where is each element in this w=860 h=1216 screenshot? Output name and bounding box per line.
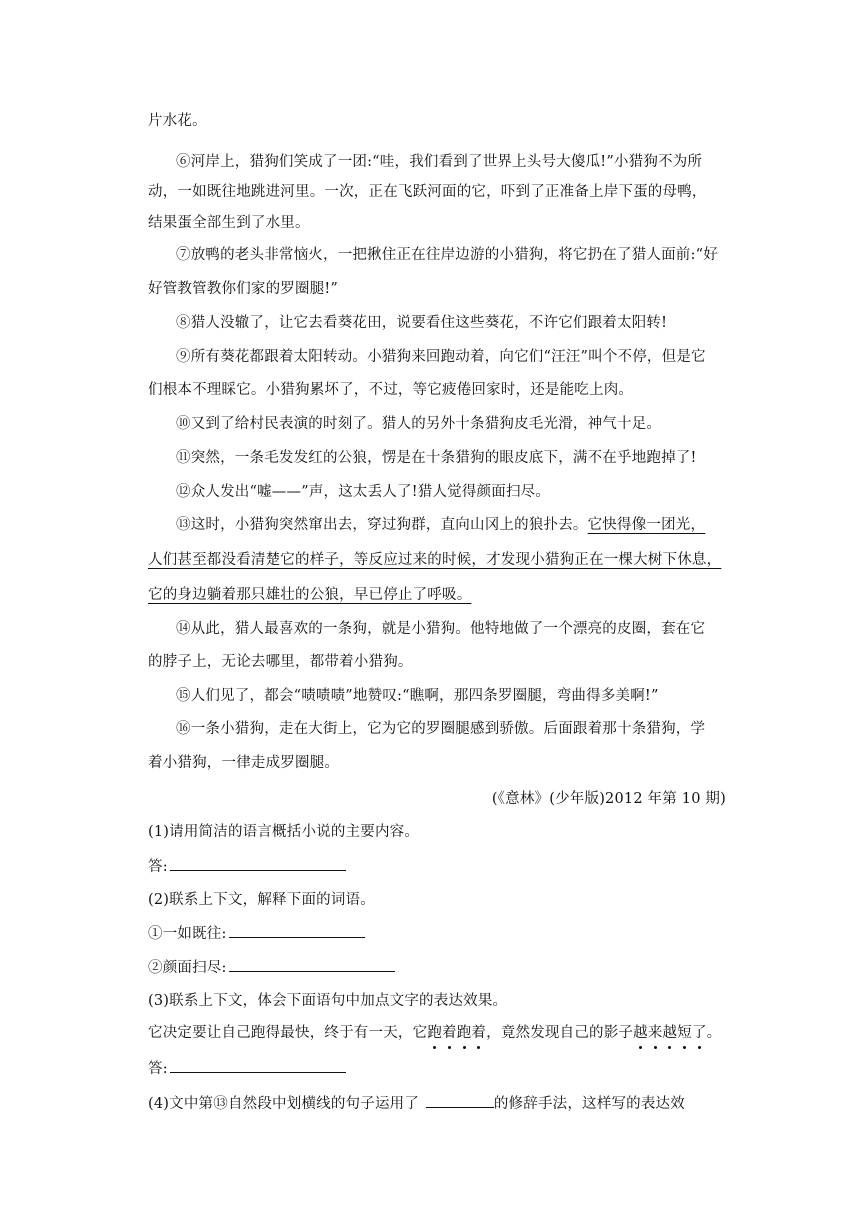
dotted-char: 跑 [456, 1025, 472, 1041]
paragraph-7-line-2: 好管教管教你们家的罗圈腿!” [148, 281, 339, 297]
paragraph-12: ⑫众人发出“嘘——”声，这太丢人了!猎人觉得颜面扫尽。 [176, 484, 551, 500]
paragraph-14-line-2: 的脖子上，无论去哪里，都带着小猎狗。 [148, 654, 413, 670]
answer-blank[interactable] [229, 957, 395, 972]
sentence-text: ，竟然发现自己的影子 [486, 1025, 634, 1041]
question-3: (3)联系上下文，体会下面语句中加点文字的表达效果。 [148, 993, 508, 1009]
paragraph-13-line-1 [176, 515, 733, 535]
dotted-char: 来 [647, 1025, 663, 1041]
answer-label: 答: [148, 859, 168, 875]
paragraph-14-line-1: ⑭从此，猎人最喜欢的一条狗，就是小猎狗。他特地做了一个漂亮的皮圈，套在它 [176, 621, 706, 637]
question-text: 的修辞手法，这样写的表达效 [493, 1096, 685, 1112]
paragraph-9-line-1: ⑨所有葵花都跟着太阳转动。小猎狗来回跑动着，向它们“汪汪”叫个不停，但是它 [176, 349, 706, 365]
question-2-item-2 [148, 957, 733, 978]
answer-line-3 [148, 1058, 733, 1079]
question-2: (2)联系上下文，解释下面的词语。 [148, 892, 375, 908]
paragraph-6-line-1: ⑥河岸上，猎狗们笑成了一团:“哇，我们看到了世界上头号大傻瓜!”小猎狗不为所 [176, 154, 703, 170]
question-4 [148, 1093, 733, 1114]
term-label: ②颜面扫尽: [148, 960, 227, 976]
dotted-char: 了 [691, 1025, 707, 1041]
paragraph-8: ⑧猎人没辙了，让它去看葵花田，说要看住这些葵花，不许它们跟着太阳转! [176, 315, 668, 331]
dotted-char: 越 [662, 1025, 678, 1041]
paragraph-6-line-3: 结果蛋全部生到了水里。 [148, 215, 310, 231]
dotted-char: 着 [442, 1025, 457, 1041]
question-1: (1)请用简洁的语言概括小说的主要内容。 [148, 824, 420, 840]
answer-blank[interactable] [426, 1093, 494, 1108]
paragraph-6-line-2: 动，一如既往地跳进河里。一次，正在飞跃河面的它，吓到了正准备上岸下蛋的母鸭， [148, 184, 707, 200]
underlined-sentence-end: 它的身边躺着那只雄壮的公狼，早已停止了呼吸。 [148, 587, 472, 603]
underlined-sentence-start: 它快得像一团光， [587, 517, 706, 533]
paragraph-7-line-1: ⑦放鸭的老头非常恼火，一把揪住正在往岸边游的小猎狗，将它扔在了猎人面前:“好 [176, 247, 718, 263]
term-label: ①一如既往: [148, 926, 227, 942]
underlined-sentence-line-3 [148, 585, 733, 605]
paragraph-15: ⑮人们见了，都会“啧啧啧”地赞叹:“瞧啊，那四条罗圈腿，弯曲得多美啊!” [176, 688, 659, 704]
paragraph-10: ⑩又到了给村民表演的时刻了。猎人的另外十条猎狗皮毛光滑，神气十足。 [176, 416, 662, 432]
answer-label: 答: [148, 1061, 168, 1077]
paragraph-16-line-2: 着小猎狗，一律走成罗圈腿。 [148, 755, 340, 771]
paragraph-13-text: ⑬这时，小猎狗突然窜出去，穿过狗群，直向山冈上的狼扑去。 [176, 517, 588, 533]
dotted-char: 短 [677, 1025, 692, 1041]
answer-blank[interactable] [170, 856, 346, 871]
paragraph-line: 片水花。 [148, 113, 207, 129]
answer-blank[interactable] [229, 923, 365, 938]
question-2-item-1 [148, 923, 733, 944]
question-3-sentence [148, 1023, 733, 1043]
answer-blank[interactable] [170, 1058, 346, 1073]
dotted-char: 越 [633, 1025, 648, 1041]
source-citation: (《意林》(少年版)2012 年第 10 期) [491, 791, 726, 807]
paragraph-9-line-2: 们根本不理睬它。小猎狗累坏了，不过，等它疲倦回家时，还是能吃上肉。 [148, 382, 634, 398]
paragraph-11: ⑪突然，一条毛发发红的公狼，愣是在十条猎狗的眼皮底下，满不在乎地跑掉了! [176, 450, 697, 466]
dotted-char: 着 [471, 1025, 487, 1041]
sentence-text: 它决定要让自己跑得最快，终于有一天，它 [148, 1025, 428, 1041]
question-text: (4)文中第⑬自然段中划横线的句子运用了 [148, 1096, 420, 1112]
sentence-text: 。 [706, 1025, 722, 1041]
underlined-sentence-line-2: 人们甚至都没看清楚它的样子，等反应过来的时候，才发现小猎狗正在一棵大树下休息， [148, 552, 722, 568]
paragraph-16-line-1: ⑯一条小猎狗，走在大街上，它为它的罗圈腿感到骄傲。后面跟着那十条猎狗，学 [176, 721, 706, 737]
dotted-char: 跑 [427, 1025, 443, 1041]
answer-line-1 [148, 856, 733, 877]
